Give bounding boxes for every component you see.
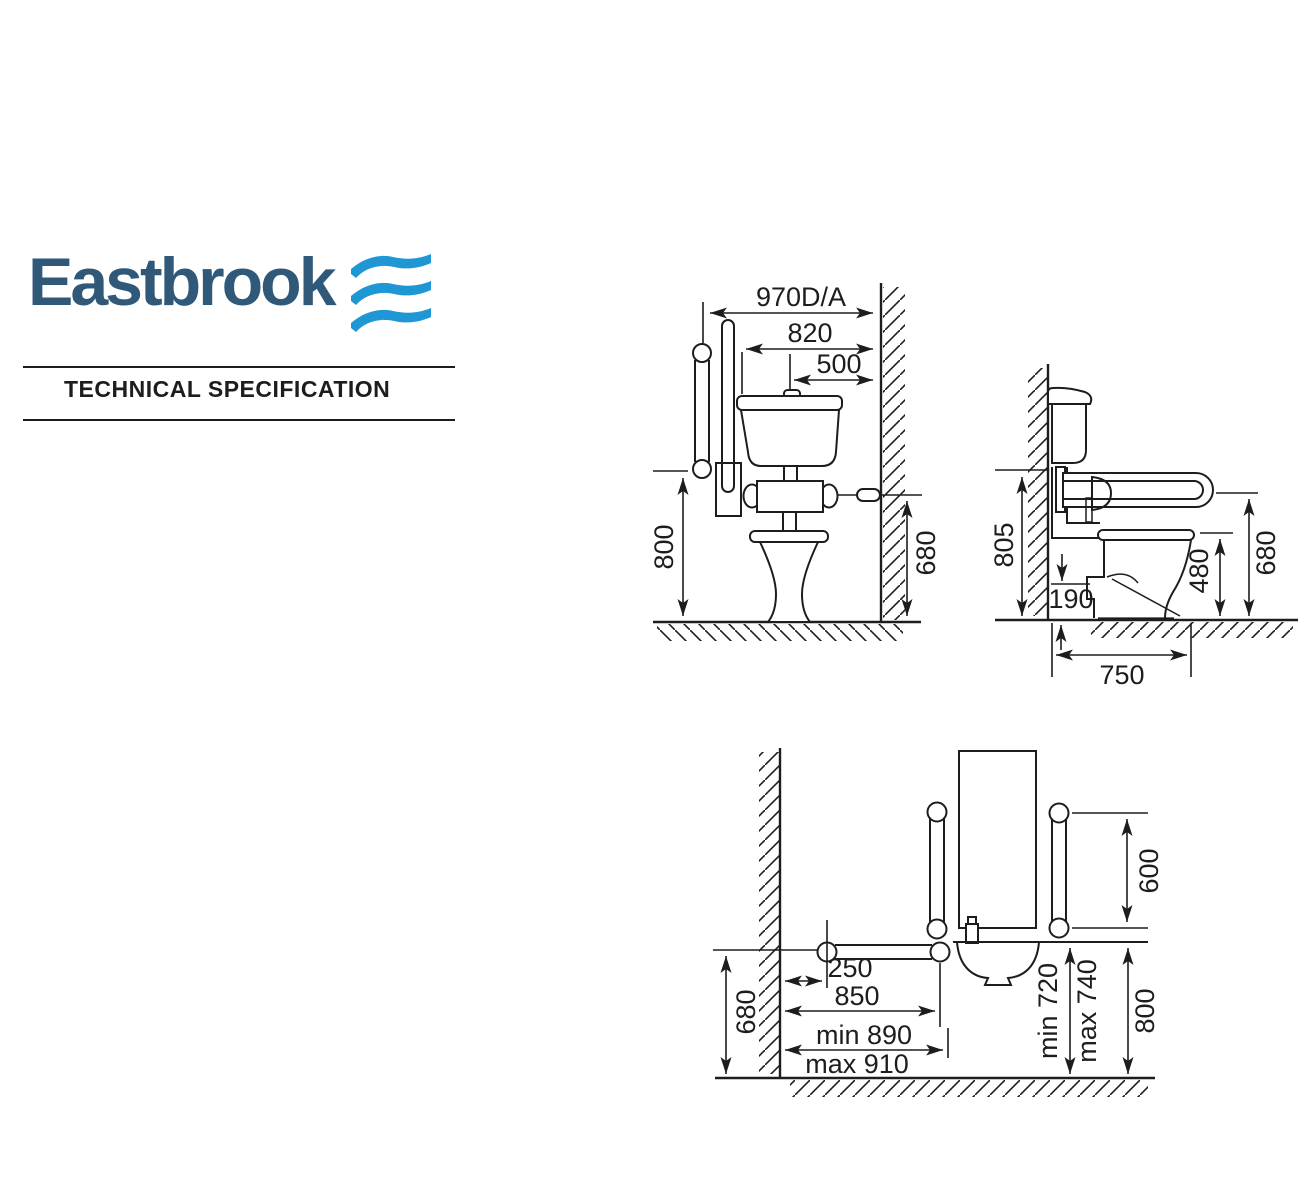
fold-down-rail bbox=[722, 320, 734, 492]
page-title: TECHNICAL SPECIFICATION bbox=[64, 376, 391, 402]
mirror bbox=[959, 751, 1036, 928]
vertical-rail-right bbox=[1050, 804, 1069, 938]
dim-label-480: 480 bbox=[1184, 548, 1215, 594]
dim-label-min-720: min 720 bbox=[1033, 962, 1064, 1060]
dim-label-250: 250 bbox=[827, 953, 873, 983]
dim-wall-rail-height-680 bbox=[907, 501, 941, 616]
vertical-rail-left bbox=[928, 803, 947, 939]
pedestal bbox=[760, 542, 818, 622]
dim-rail-height-680-basin bbox=[726, 956, 761, 1074]
cistern-body-side bbox=[1052, 404, 1086, 463]
dim-rail-offset-250 bbox=[785, 920, 873, 988]
dim-rail-height-800 bbox=[649, 471, 688, 616]
dim-label-600: 600 bbox=[1134, 848, 1165, 894]
trap-curve bbox=[1107, 574, 1138, 583]
dim-label-800-front: 800 bbox=[649, 524, 680, 570]
basin-elevation-drawing bbox=[713, 748, 1164, 1097]
dim-label-800-basin: 800 bbox=[1130, 988, 1161, 1034]
dim-label-970: 970D/A bbox=[755, 282, 847, 312]
dim-label-500: 500 bbox=[816, 349, 862, 379]
dim-vertical-rail-600 bbox=[1072, 813, 1164, 928]
dim-label-820: 820 bbox=[787, 318, 833, 348]
front-elevation-drawing bbox=[649, 282, 941, 641]
wall-hatch bbox=[1028, 368, 1047, 616]
seat-box bbox=[757, 481, 823, 512]
dim-pan-height-480 bbox=[1184, 533, 1233, 616]
tap-body bbox=[966, 924, 978, 943]
cistern-lid-side bbox=[1048, 388, 1091, 404]
fold-up-rail-side bbox=[1056, 467, 1213, 522]
dim-rail-height-680-side bbox=[1216, 493, 1281, 616]
dim-label-min-890: min 890 bbox=[815, 1020, 913, 1050]
floor-hatch bbox=[1091, 622, 1293, 638]
wall-hatch bbox=[883, 287, 905, 620]
side-elevation-drawing bbox=[989, 364, 1298, 690]
dim-label-680-side: 680 bbox=[1251, 530, 1282, 576]
pan-rim bbox=[750, 531, 828, 542]
dim-flush-to-wall bbox=[790, 349, 873, 389]
wall-rail-bracket bbox=[857, 489, 880, 501]
dim-label-680-basin: 680 bbox=[731, 989, 762, 1035]
brand-name: Eastbrook bbox=[28, 244, 334, 320]
dim-basin-height-min-max bbox=[1033, 948, 1102, 1074]
seat-side bbox=[1098, 530, 1194, 540]
dim-label-max-910: max 910 bbox=[805, 1049, 909, 1079]
toilet-front bbox=[737, 390, 842, 622]
tap-top bbox=[968, 917, 976, 924]
dim-inlet-height-190 bbox=[1048, 554, 1093, 650]
dim-rail-bottom-height-800 bbox=[1128, 948, 1160, 1074]
dim-rail-min-max bbox=[785, 1020, 948, 1079]
backrest-pad bbox=[716, 463, 741, 516]
dim-label-max-740: max 740 bbox=[1072, 959, 1103, 1063]
dim-label-750: 750 bbox=[1099, 660, 1145, 690]
dim-label-850: 850 bbox=[834, 981, 880, 1011]
dim-label-190: 190 bbox=[1048, 584, 1094, 614]
drop-down-rail bbox=[693, 344, 711, 478]
floor-hatch bbox=[790, 1080, 1148, 1097]
cistern-body bbox=[741, 410, 839, 466]
floor-hatch bbox=[657, 624, 903, 641]
basin-bowl bbox=[957, 942, 1039, 985]
dim-label-805: 805 bbox=[989, 522, 1020, 568]
cistern-lid bbox=[737, 396, 842, 410]
dim-label-680-front: 680 bbox=[911, 530, 942, 576]
wall-hatch bbox=[759, 752, 779, 1074]
